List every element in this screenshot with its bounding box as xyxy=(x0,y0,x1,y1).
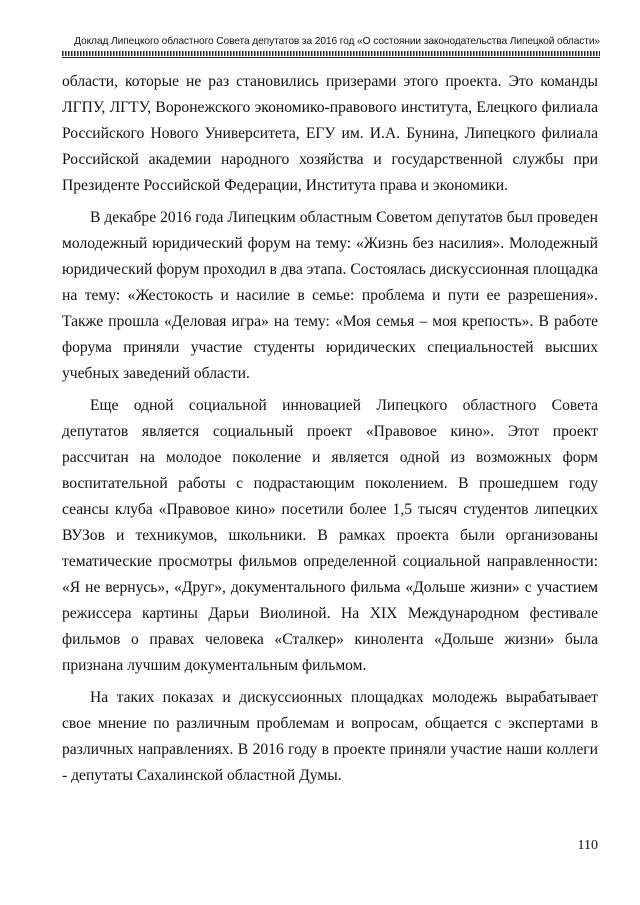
header-rule xyxy=(62,51,600,56)
paragraph-continued: области, которые не раз становились призерами этого проекта. Это команды ЛГПУ, ЛГТУ, Воронежского экономико-правового института, Елецкого филиала Российского Нового Университета, ЕГУ им. И.А. Бунина, Липецкого филиала Российской академии народного хозяйства и государственной службы при Президенте Российской Федерации, Института права и экономики. xyxy=(62,73,598,194)
document-body xyxy=(62,69,598,795)
paragraph-youth-forum: В декабре 2016 года Липецким областным Советом депутатов был проведен молодежный юридический форум на тему: «Жизнь без насилия». Молодежный юридический форум проходил в два этапа. Состоялась дискуссионная площадка на тему: «Жестокость и насилие в семье: проблема и пути ее разрешения». Также прошла «Деловая игра» на тему: «Моя семья – моя крепость». В работе форума приняли участие студенты юридических специальностей высших учебных заведений области. xyxy=(62,209,598,382)
page-number: 110 xyxy=(577,838,598,853)
paragraph-legal-cinema: Еще одной социальной инновацией Липецкого областного Совета депутатов является социальный проект «Правовое кино». Этот проект рассчитан на молодое поколение и является одной из возможных форм воспитательной работы с подрастающим поколением. В прошедшем году сеансы клуба «Правовое кино» посетили более 1,5 тысяч студентов липецких ВУЗов и техникумов, школьники. В рамках проекта были организованы тематические просмотры фильмов определенной социальной направленности: «Я не вернусь», «Друг», документального фильма «Дольше жизни» с участием режиссера картины Дарьи Виолиной. На XIX Международном фестивале фильмов о правах человека «Сталкер» кинолента «Дольше жизни» была признана лучшим документальным фильмом. xyxy=(62,397,598,674)
paragraph-discussions: На таких показах и дискуссионных площадках молодежь вырабатывает свое мнение по различным проблемам и вопросам, общается с экспертами в различных направлениях. В 2016 году в проекте приняли участие наши коллеги - депутаты Сахалинской областной Думы. xyxy=(62,689,598,784)
running-header: Доклад Липецкого областного Совета депутатов за 2016 год «О состоянии законодательства Липецкой области» xyxy=(74,36,600,47)
